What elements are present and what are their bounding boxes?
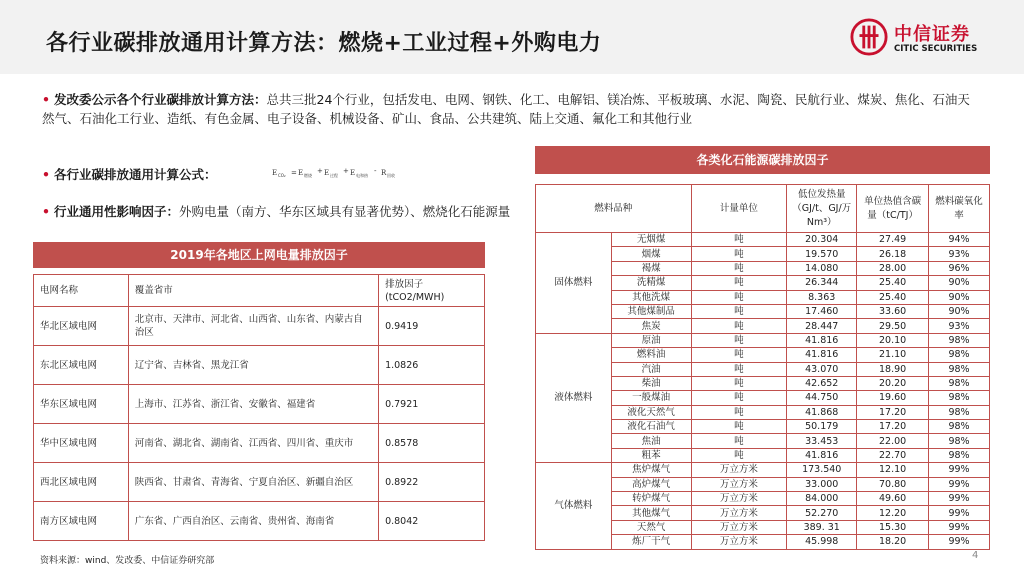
formula-term1: E — [298, 169, 304, 177]
table-cell: 33.453 — [787, 434, 857, 448]
fuel-category-cell: 固体燃料 — [536, 233, 612, 334]
table-cell: 17.20 — [857, 405, 929, 419]
table-cell: 上海市、江苏省、浙江省、安徽省、福建省 — [128, 385, 378, 424]
table-cell: 辽宁省、吉林省、黑龙江省 — [128, 346, 378, 385]
table-cell: 高炉煤气 — [611, 477, 691, 491]
table-cell: 41.868 — [787, 405, 857, 419]
table-cell: 20.304 — [787, 233, 857, 247]
table-cell: 吨 — [691, 362, 787, 376]
table-cell: 炼厂干气 — [611, 535, 691, 549]
table-cell: 90% — [929, 290, 990, 304]
table-cell: 389. 31 — [787, 520, 857, 534]
table-cell: 17.20 — [857, 420, 929, 434]
table-row — [536, 233, 990, 247]
table-cell: 其他煤气 — [611, 506, 691, 520]
table-cell: 98% — [929, 333, 990, 347]
table-cell: 无烟煤 — [611, 233, 691, 247]
bullet-industries-label: 发改委公示各个行业碳排放计算方法： — [54, 92, 267, 107]
table-row — [34, 307, 485, 346]
table-cell: 华东区域电网 — [34, 385, 129, 424]
bullet-formula-label: 各行业碳排放通用计算公式： — [54, 167, 217, 182]
table-cell: 吨 — [691, 434, 787, 448]
formula-term2-sub: 过程 — [330, 173, 338, 178]
table-header-row — [536, 185, 990, 233]
table-cell: 万立方米 — [691, 463, 787, 477]
table-cell: 0.8922 — [379, 463, 485, 502]
table-cell: 20.20 — [857, 376, 929, 390]
source-note: 资料来源：wind、发改委、中信证券研究部 — [40, 556, 215, 566]
page-title: 各行业碳排放通用计算方法：燃烧+工业过程+外购电力 — [46, 31, 602, 56]
table-header-cell: 低位发热量 （GJ/t、GJ/万Nm³） — [787, 185, 857, 233]
table-row — [34, 424, 485, 463]
table-cell: 14.080 — [787, 261, 857, 275]
table-cell: 万立方米 — [691, 477, 787, 491]
table-cell: 96% — [929, 261, 990, 275]
table-cell: 173.540 — [787, 463, 857, 477]
table-cell: 液化天然气 — [611, 405, 691, 419]
formula-term3-sub: 电和热 — [356, 173, 368, 178]
table-cell: 99% — [929, 477, 990, 491]
table-cell: 吨 — [691, 348, 787, 362]
table-cell: 吨 — [691, 391, 787, 405]
formula-lhs: E — [272, 169, 278, 177]
table-cell: 94% — [929, 233, 990, 247]
table-cell: 25.40 — [857, 276, 929, 290]
table-cell: 84.000 — [787, 492, 857, 506]
page-number: 4 — [972, 550, 979, 561]
table-cell: 焦炭 — [611, 319, 691, 333]
table-row — [34, 463, 485, 502]
table-cell: 原油 — [611, 333, 691, 347]
bullet-industries-text: 总共三批24个行业，包括发电、电网、钢铁、化工、电解铝、镁冶炼、平板玻璃、水泥、陶瓷、民航行业、煤炭、焦化、石油天然气、石油化工行业、造纸、有色金属、电子设备、机械设备、矿山、食品、公共建筑、陆上交通、氟化工和其他行业 — [42, 92, 970, 126]
table-cell: 吨 — [691, 261, 787, 275]
table-cell: 27.49 — [857, 233, 929, 247]
table-cell: 33.000 — [787, 477, 857, 491]
bullet-industries: • 发改委公示各个行业碳排放计算方法：总共三批24个行业，包括发电、电网、钢铁、化工、电解铝、镁冶炼、平板玻璃、水泥、陶瓷、民航行业、煤炭、焦化、石油天然气、石油化工行业、造纸、有色金属、电子设备、机械设备、矿山、食品、公共建筑、陆上交通、氟化工和其他行业 — [42, 92, 970, 126]
table-cell: 99% — [929, 492, 990, 506]
table-cell: 天然气 — [611, 520, 691, 534]
table-cell: 93% — [929, 247, 990, 261]
table-cell: 其他洗煤 — [611, 290, 691, 304]
bullet-formula: • 各行业碳排放通用计算公式： — [42, 167, 217, 182]
table-cell: 98% — [929, 391, 990, 405]
table-cell: 烟煤 — [611, 247, 691, 261]
table-cell: 西北区域电网 — [34, 463, 129, 502]
table-cell: 0.7921 — [379, 385, 485, 424]
table-cell: 17.460 — [787, 304, 857, 318]
table-cell: 29.50 — [857, 319, 929, 333]
table-cell: 99% — [929, 520, 990, 534]
table-row — [536, 463, 990, 477]
table-cell: 52.270 — [787, 506, 857, 520]
table-cell: 万立方米 — [691, 506, 787, 520]
table-cell: 南方区域电网 — [34, 502, 129, 541]
table-cell: 汽油 — [611, 362, 691, 376]
table-cell: 99% — [929, 506, 990, 520]
table-cell: 22.70 — [857, 448, 929, 462]
table-cell: 25.40 — [857, 290, 929, 304]
table-cell: 98% — [929, 448, 990, 462]
formula-minus: - — [374, 167, 377, 175]
table-row — [536, 333, 990, 347]
table-cell: 0.8578 — [379, 424, 485, 463]
table-cell: 15.30 — [857, 520, 929, 534]
table-row — [34, 385, 485, 424]
emission-formula — [270, 162, 410, 182]
table-cell: 吨 — [691, 420, 787, 434]
grid-table-title: 2019年各地区上网电量排放因子 — [33, 242, 485, 268]
bullet-factors-label: 行业通用性影响因子： — [54, 204, 180, 219]
fuel-emission-table — [535, 184, 990, 550]
table-cell: 焦油 — [611, 434, 691, 448]
table-cell: 19.570 — [787, 247, 857, 261]
fuel-table-title: 各类化石能源碳排放因子 — [535, 146, 990, 174]
table-cell: 吨 — [691, 276, 787, 290]
table-cell: 98% — [929, 405, 990, 419]
table-cell: 吨 — [691, 333, 787, 347]
table-header-cell: 单位热值含碳量（tC/TJ） — [857, 185, 929, 233]
table-cell: 吨 — [691, 448, 787, 462]
table-cell: 转炉煤气 — [611, 492, 691, 506]
bullet-factors: • 行业通用性影响因子：外购电量（南方、华东区域具有显著优势）、燃烧化石能源量 — [42, 204, 511, 219]
table-cell: 98% — [929, 348, 990, 362]
table-cell: 21.10 — [857, 348, 929, 362]
citic-logo-icon — [850, 18, 888, 56]
table-header-cell: 燃料品种 — [536, 185, 692, 233]
table-cell: 41.816 — [787, 448, 857, 462]
table-cell: 22.00 — [857, 434, 929, 448]
table-cell: 8.363 — [787, 290, 857, 304]
table-header-cell: 覆盖省市 — [128, 275, 378, 307]
table-cell: 49.60 — [857, 492, 929, 506]
table-cell: 0.8042 — [379, 502, 485, 541]
table-cell: 99% — [929, 463, 990, 477]
table-cell: 99% — [929, 535, 990, 549]
table-cell: 褐煤 — [611, 261, 691, 275]
table-cell: 42.652 — [787, 376, 857, 390]
table-cell: 43.070 — [787, 362, 857, 376]
table-cell: 26.18 — [857, 247, 929, 261]
table-cell: 26.344 — [787, 276, 857, 290]
grid-emission-table — [33, 274, 485, 541]
table-cell: 41.816 — [787, 333, 857, 347]
table-cell: 50.179 — [787, 420, 857, 434]
table-cell: 万立方米 — [691, 535, 787, 549]
formula-eq: = — [291, 169, 297, 177]
table-cell: 华中区域电网 — [34, 424, 129, 463]
table-cell: 98% — [929, 376, 990, 390]
table-cell: 19.60 — [857, 391, 929, 405]
table-cell: 12.10 — [857, 463, 929, 477]
table-cell: 万立方米 — [691, 492, 787, 506]
table-cell: 吨 — [691, 247, 787, 261]
table-cell: 东北区域电网 — [34, 346, 129, 385]
logo-text-cn: 中信证券 — [894, 24, 970, 45]
table-cell: 吨 — [691, 290, 787, 304]
formula-plus2: + — [343, 167, 349, 175]
table-cell: 吨 — [691, 304, 787, 318]
table-cell: 41.816 — [787, 348, 857, 362]
table-cell: 液化石油气 — [611, 420, 691, 434]
table-cell: 98% — [929, 420, 990, 434]
formula-term1-sub: 燃烧 — [304, 173, 312, 178]
formula-term2: E — [324, 169, 330, 177]
table-header-cell: 排放因子 (tCO2/MWH) — [379, 275, 485, 307]
table-cell: 0.9419 — [379, 307, 485, 346]
table-cell: 45.998 — [787, 535, 857, 549]
table-cell: 18.20 — [857, 535, 929, 549]
table-cell: 吨 — [691, 319, 787, 333]
table-cell: 28.00 — [857, 261, 929, 275]
table-cell: 洗精煤 — [611, 276, 691, 290]
table-cell: 吨 — [691, 233, 787, 247]
table-cell: 粗苯 — [611, 448, 691, 462]
table-cell: 12.20 — [857, 506, 929, 520]
citic-logo — [850, 18, 1000, 60]
table-header-row — [34, 275, 485, 307]
table-cell: 93% — [929, 319, 990, 333]
table-cell: 广东省、广西自治区、云南省、贵州省、海南省 — [128, 502, 378, 541]
logo-text-en: CITIC SECURITIES — [894, 44, 978, 54]
table-cell: 1.0826 — [379, 346, 485, 385]
table-cell: 吨 — [691, 405, 787, 419]
fuel-category-cell: 气体燃料 — [536, 463, 612, 549]
table-header-cell: 计量单位 — [691, 185, 787, 233]
table-cell: 90% — [929, 304, 990, 318]
table-row — [34, 346, 485, 385]
formula-term3: E — [350, 169, 356, 177]
formula-plus1: + — [317, 167, 323, 175]
table-header-cell: 电网名称 — [34, 275, 129, 307]
table-cell: 华北区域电网 — [34, 307, 129, 346]
table-cell: 柴油 — [611, 376, 691, 390]
table-cell: 其他煤制品 — [611, 304, 691, 318]
table-cell: 33.60 — [857, 304, 929, 318]
table-cell: 90% — [929, 276, 990, 290]
table-cell: 28.447 — [787, 319, 857, 333]
table-cell: 吨 — [691, 376, 787, 390]
table-cell: 70.80 — [857, 477, 929, 491]
fuel-category-cell: 液体燃料 — [536, 333, 612, 463]
table-cell: 陕西省、甘肃省、青海省、宁夏自治区、新疆自治区 — [128, 463, 378, 502]
table-cell: 98% — [929, 434, 990, 448]
table-cell: 北京市、天津市、河北省、山西省、山东省、内蒙古自治区 — [128, 307, 378, 346]
table-cell: 20.10 — [857, 333, 929, 347]
table-header-cell: 燃料碳氧化率 — [929, 185, 990, 233]
table-cell: 燃料油 — [611, 348, 691, 362]
formula-lhs-sub: CO₂ — [278, 173, 286, 178]
table-cell: 万立方米 — [691, 520, 787, 534]
table-cell: 一般煤油 — [611, 391, 691, 405]
table-cell: 18.90 — [857, 362, 929, 376]
table-row — [34, 502, 485, 541]
table-cell: 河南省、湖北省、湖南省、江西省、四川省、重庆市 — [128, 424, 378, 463]
formula-term4: R — [381, 169, 387, 177]
table-cell: 44.750 — [787, 391, 857, 405]
formula-term4-sub: 回收 — [387, 173, 395, 178]
table-cell: 焦炉煤气 — [611, 463, 691, 477]
table-cell: 98% — [929, 362, 990, 376]
bullet-factors-text: 外购电量（南方、华东区域具有显著优势）、燃烧化石能源量 — [179, 204, 511, 219]
